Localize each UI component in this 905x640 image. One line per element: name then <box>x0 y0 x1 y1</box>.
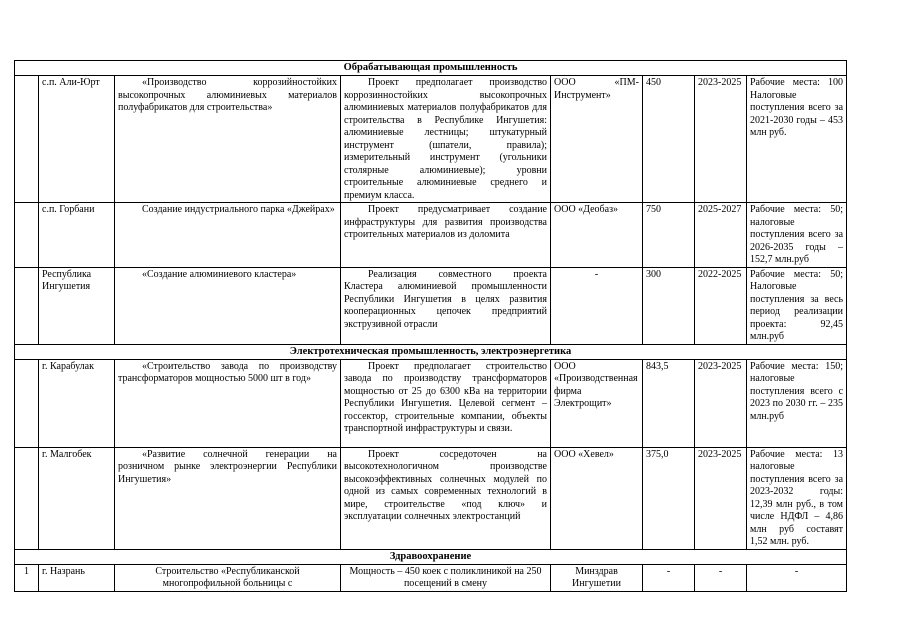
table-row <box>15 267 847 344</box>
cost-cell: 375,0 <box>643 447 695 549</box>
period-cell: 2025-2027 <box>695 203 747 268</box>
period-cell: 2023-2025 <box>695 359 747 447</box>
projects-table <box>14 60 847 592</box>
effect-cell: Рабочие места: 50; Налоговые поступления за весь период реализации проекта: 92,45 млн.руб <box>747 267 847 344</box>
company-cell: ООО «Производственная фирма Электрощит» <box>551 359 643 447</box>
row-number <box>15 267 39 344</box>
cost-cell: 750 <box>643 203 695 268</box>
location-cell: г. Назрань <box>39 564 115 591</box>
description-cell: Проект предусматривает создание инфраструктуры для развития производства строительных материалов из доломита <box>341 203 551 268</box>
cost-cell: 843,5 <box>643 359 695 447</box>
project-name-cell: Создание индустриального парка «Джейрах» <box>115 203 341 268</box>
period-cell: 2022-2025 <box>695 267 747 344</box>
cost-cell: - <box>643 564 695 591</box>
row-number: 1 <box>15 564 39 591</box>
document-page <box>14 60 846 592</box>
location-cell: с.п. Али-Юрт <box>39 76 115 203</box>
project-name-cell: «Строительство завода по производству трансформаторов мощностью 5000 шт в год» <box>115 359 341 447</box>
company-cell: ООО «Хевел» <box>551 447 643 549</box>
description-cell: Мощность – 450 коек с поликлиникой на 250 посещений в смену <box>341 564 551 591</box>
table-row <box>15 359 847 447</box>
company-cell: ООО «Деобаз» <box>551 203 643 268</box>
effect-cell: Рабочие места: 50; налоговые поступления всего за 2026-2035 годы – 152,7 млн.руб <box>747 203 847 268</box>
project-name-cell: Строительство «Республиканской многопрофильной больницы с <box>115 564 341 591</box>
description-cell: Реализация совместного проекта Кластера алюминиевой промышленности Республики Ингушетия в целях развития кооперационных цепочек предприятий экструзивной отрасли <box>341 267 551 344</box>
row-number <box>15 76 39 203</box>
project-name-cell: «Производство коррозийностойких высокопрочных алюминиевых материалов полуфабрикатов для строительства» <box>115 76 341 203</box>
description-cell: Проект предполагает производство коррозинностойких высокопрочных алюминиевых материалов полуфабрикатов для строительства в Республике Ингушетия: алюминиевые лестницы; штукатурный инструмент (шпатели, правила); измерительный инструмент (угольники столярные алюминиевые); уровни строительные алюминиевые среднего и премиум класса. <box>341 76 551 203</box>
row-number <box>15 203 39 268</box>
location-cell: Республика Ингушетия <box>39 267 115 344</box>
project-name-cell: «Создание алюминиевого кластера» <box>115 267 341 344</box>
company-cell: - <box>551 267 643 344</box>
company-cell: Минздрав Ингушетии <box>551 564 643 591</box>
table-row <box>15 447 847 549</box>
period-cell: - <box>695 564 747 591</box>
section-title: Здравоохранение <box>15 549 847 564</box>
section-title: Электротехническая промышленность, электроэнергетика <box>15 344 847 359</box>
period-cell: 2023-2025 <box>695 447 747 549</box>
table-row <box>15 76 847 203</box>
effect-cell: - <box>747 564 847 591</box>
section-header-row <box>15 549 847 564</box>
cost-cell: 450 <box>643 76 695 203</box>
company-cell: ООО «ПМ-Инструмент» <box>551 76 643 203</box>
project-name-cell: «Развитие солнечной генерации на розничном рынке электроэнергии Республики Ингушетия» <box>115 447 341 549</box>
section-header-row <box>15 344 847 359</box>
section-header-row <box>15 61 847 76</box>
table-row <box>15 203 847 268</box>
location-cell: с.п. Горбани <box>39 203 115 268</box>
description-cell: Проект предполагает строительство завода по производству трансформаторов мощностью от 25 до 6300 кВа на территории Республики Ингушетия. Целевой сегмент – госсектор, строительные компании, объекты транспортной инфраструктуры и связи. <box>341 359 551 447</box>
period-cell: 2023-2025 <box>695 76 747 203</box>
section-title: Обрабатывающая промышленность <box>15 61 847 76</box>
location-cell: г. Карабулак <box>39 359 115 447</box>
table-row <box>15 564 847 591</box>
row-number <box>15 447 39 549</box>
cost-cell: 300 <box>643 267 695 344</box>
effect-cell: Рабочие места: 13 налоговые поступления всего за 2023-2032 годы: 12,39 млн руб., в том числе НДФЛ – 4,86 млн руб составят 1,52 млн. руб. <box>747 447 847 549</box>
row-number <box>15 359 39 447</box>
effect-cell: Рабочие места: 150; налоговые поступления всего с 2023 по 2030 гг. – 235 млн.руб <box>747 359 847 447</box>
effect-cell: Рабочие места: 100 Налоговые поступления всего за 2021-2030 годы – 453 млн руб. <box>747 76 847 203</box>
location-cell: г. Малгобек <box>39 447 115 549</box>
description-cell: Проект сосредоточен на высокотехнологичном производстве высокоэффективных солнечных модулей по одной из самых современных технологий в мире, строительстве «под ключ» и эксплуатации солнечных электростанций <box>341 447 551 549</box>
